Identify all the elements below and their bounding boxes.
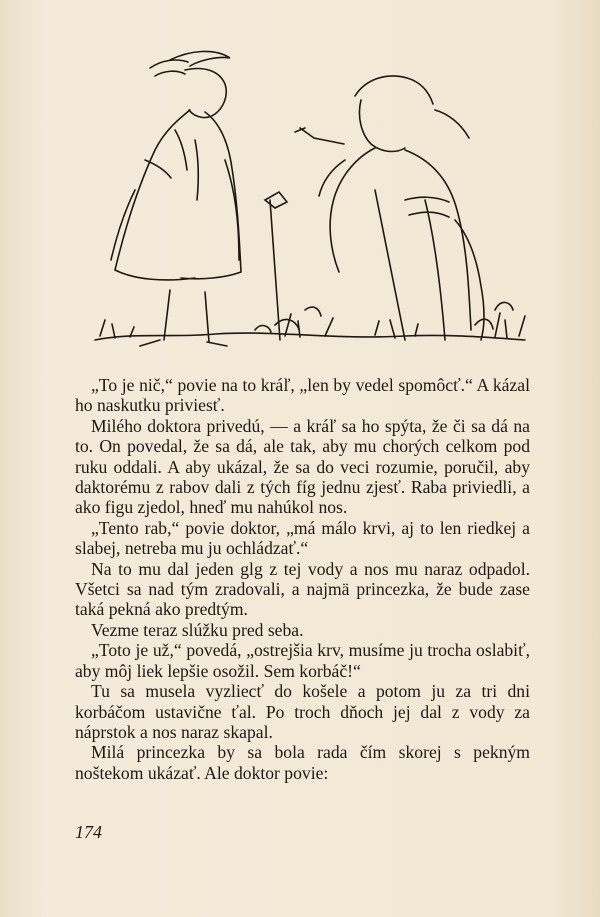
old-woman-figure [295,76,484,340]
king-figure [111,51,287,346]
paragraph-6: „Toto je už,“ povedá, „ostrejšia krv, musíme ju trocha oslabiť, aby môj liek lepšie osožil. Sem korbáč!“ [75,640,530,681]
paragraph-8: Milá princezka by sa bola rada čím skorej s pekným noštekom ukázať. Ale doktor povie: [75,742,530,783]
paragraph-7: Tu sa musela vyzliecť do košele a potom ju za tri dni korbáčom ustavične ťal. Po troch dňoch jej dal z vody za náprstok a nos naraz skapal. [75,681,530,742]
illustration [75,40,535,370]
page-number: 174 [75,822,102,842]
paragraph-2: Milého doktora privedú, — a kráľ sa ho spýta, že či sa dá na to. On povedal, že sa dá, ale tak, aby mu chorých celkom pod ruku oddali. A aby ukázal, že sa do veci rozumie, poručil, aby daktorému z rabov dali z tých fíg jednu zjesť. Raba priviedli, a ako figu zjedol, hneď mu nahúkol nos. [75,415,530,518]
body-text [75,375,530,783]
paragraph-4: Na to mu dal jeden glg z tej vody a nos mu naraz odpadol. Všetci sa nad tým zradovali, a najmä princezka, že bude zase taká pekná ako predtým. [75,558,530,620]
paragraph-3: „Tento rab,“ povie doktor, „má málo krvi, aj to len riedkej a slabej, netreba mu ju ochládzať.“ [75,517,530,559]
paragraph-1: „To je nič,“ povie na to kráľ, „len by vedel spomôcť.“ A kázal ho naskutku priviesť. [75,375,530,416]
grass-drawing [95,302,525,340]
paragraph-5: Vezme teraz slúžku pred seba. [91,619,304,640]
